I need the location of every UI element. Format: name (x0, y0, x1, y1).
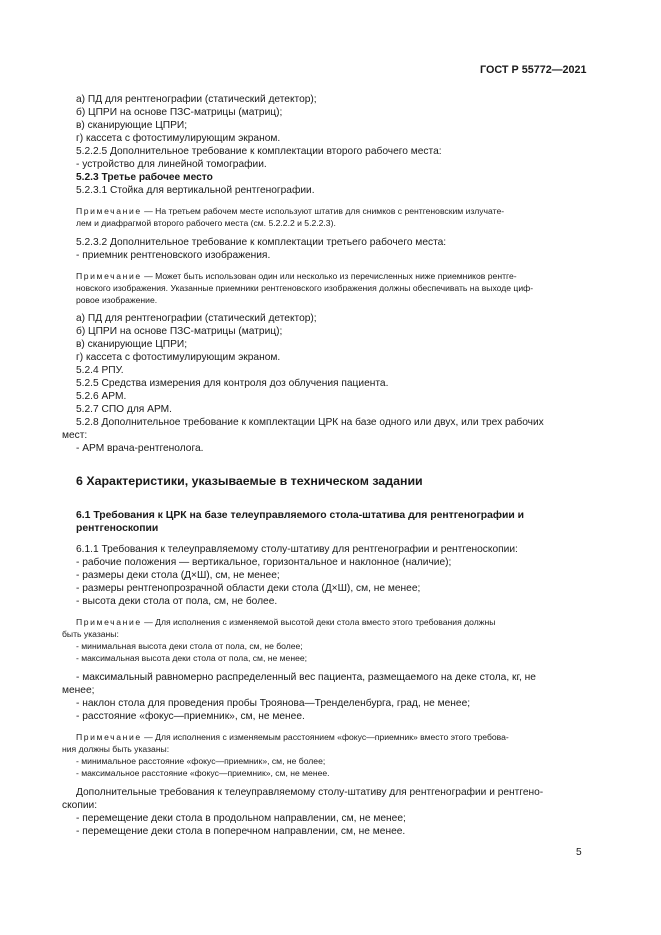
page-number: 5 (576, 847, 582, 858)
list-item: - размеры деки стола (Д×Ш), см, не менее; (76, 570, 280, 581)
note-label: Примечание (76, 206, 142, 216)
list-item: - перемещение деки стола в поперечном направлении, см, не менее. (76, 826, 406, 837)
list-item: - расстояние «фокус—приемник», см, не менее. (76, 711, 305, 722)
list-item: - перемещение деки стола в продольном направлении, см, не менее; (76, 813, 406, 824)
note-line: новского изображения. Указанные приемники рентгеновского изображения должны обеспечивать на выходе циф- (76, 283, 534, 293)
list-item: а) ПД для рентгенографии (статический детектор); (76, 94, 317, 105)
list-item: г) кассета с фотостимулирующим экраном. (76, 352, 281, 363)
list-item: в) сканирующие ЦПРИ; (76, 120, 188, 131)
note-label: Примечание (76, 617, 142, 627)
note-line: Примечание — Для исполнения с изменяемым расстоянием «фокус—приемник» вместо этого требова- (76, 732, 509, 742)
subsection-heading: 6.1 Требования к ЦРК на базе телеуправляемого стола-штатива для рентгенографии и (76, 510, 525, 521)
note-line: - минимальная высота деки стола от пола, см, не более; (76, 641, 303, 651)
list-item: - высота деки стола от пола, см, не более. (76, 596, 278, 607)
clause-text: мест: (62, 430, 88, 441)
clause-text: 5.2.2.5 Дополнительное требование к комплектации второго рабочего места: (76, 146, 442, 157)
clause-text: 6.1.1 Требования к телеуправляемому столу-штативу для рентгенографии и рентгеноскопии: (76, 544, 518, 555)
note-line: - максимальная высота деки стола от пола, см, не менее; (76, 653, 308, 663)
list-item: менее; (62, 685, 95, 696)
list-item: в) сканирующие ЦПРИ; (76, 339, 188, 350)
clause-text: 5.2.4 РПУ. (76, 365, 124, 376)
clause-text: 5.2.7 СПО для АРМ. (76, 404, 172, 415)
clause-text: 5.2.5 Средства измерения для контроля доз облучения пациента. (76, 378, 389, 389)
list-item: - АРМ врача-рентгенолога. (76, 443, 204, 454)
clause-text: 5.2.6 АРМ. (76, 391, 127, 402)
note-line: быть указаны: (62, 629, 119, 639)
list-item: - наклон стола для проведения пробы Троянова—Тренделенбурга, град, не менее; (76, 698, 471, 709)
clause-text: скопии: (62, 800, 98, 811)
clause-heading: 5.2.3 Третье рабочее место (76, 172, 213, 183)
clause-text: Дополнительные требования к телеуправляемому столу-штативу для рентгенографии и рентгено- (76, 787, 544, 798)
note-label: Примечание (76, 732, 142, 742)
note-line: ния должны быть указаны: (62, 744, 170, 754)
note-line: - максимальное расстояние «фокус—приемник», см, не менее. (76, 768, 330, 778)
note-line: - минимальное расстояние «фокус—приемник», см, не более; (76, 756, 326, 766)
list-item: б) ЦПРИ на основе ПЗС-матрицы (матриц); (76, 107, 283, 118)
subsection-heading: рентгеноскопии (76, 523, 159, 534)
section-heading: 6 Характеристики, указываемые в техническом задании (76, 474, 423, 488)
list-item: - размеры рентгенопрозрачной области деки стола (Д×Ш), см, не менее; (76, 583, 421, 594)
list-item: - устройство для линейной томографии. (76, 159, 267, 170)
clause-text: 5.2.3.1 Стойка для вертикальной рентгенографии. (76, 185, 315, 196)
document-header: ГОСТ Р 55772—2021 (480, 64, 587, 76)
list-item: а) ПД для рентгенографии (статический детектор); (76, 313, 317, 324)
note-line: ровое изображение. (76, 295, 158, 305)
note-line: лем и диафрагмой второго рабочего места (см. 5.2.2.2 и 5.2.2.3). (76, 218, 336, 228)
list-item: - приемник рентгеновского изображения. (76, 250, 271, 261)
note-line: Примечание — Может быть использован один или несколько из перечисленных ниже приемников рентге- (76, 271, 517, 281)
note-label: Примечание (76, 271, 142, 281)
list-item: г) кассета с фотостимулирующим экраном. (76, 133, 281, 144)
list-item: - максимальный равномерно распределенный вес пациента, размещаемого на деке стола, кг, не (76, 672, 536, 683)
list-item: - рабочие положения — вертикальное, горизонтальное и наклонное (наличие); (76, 557, 452, 568)
note-line: Примечание — Для исполнения с изменяемой высотой деки стола вместо этого требования должны (76, 617, 496, 627)
clause-text: 5.2.8 Дополнительное требование к комплектации ЦРК на базе одного или двух, или трех рабочих (76, 417, 544, 428)
list-item: б) ЦПРИ на основе ПЗС-матрицы (матриц); (76, 326, 283, 337)
note-line: Примечание — На третьем рабочем месте используют штатив для снимков с рентгеновским излучате- (76, 206, 505, 216)
clause-text: 5.2.3.2 Дополнительное требование к комплектации третьего рабочего места: (76, 237, 447, 248)
